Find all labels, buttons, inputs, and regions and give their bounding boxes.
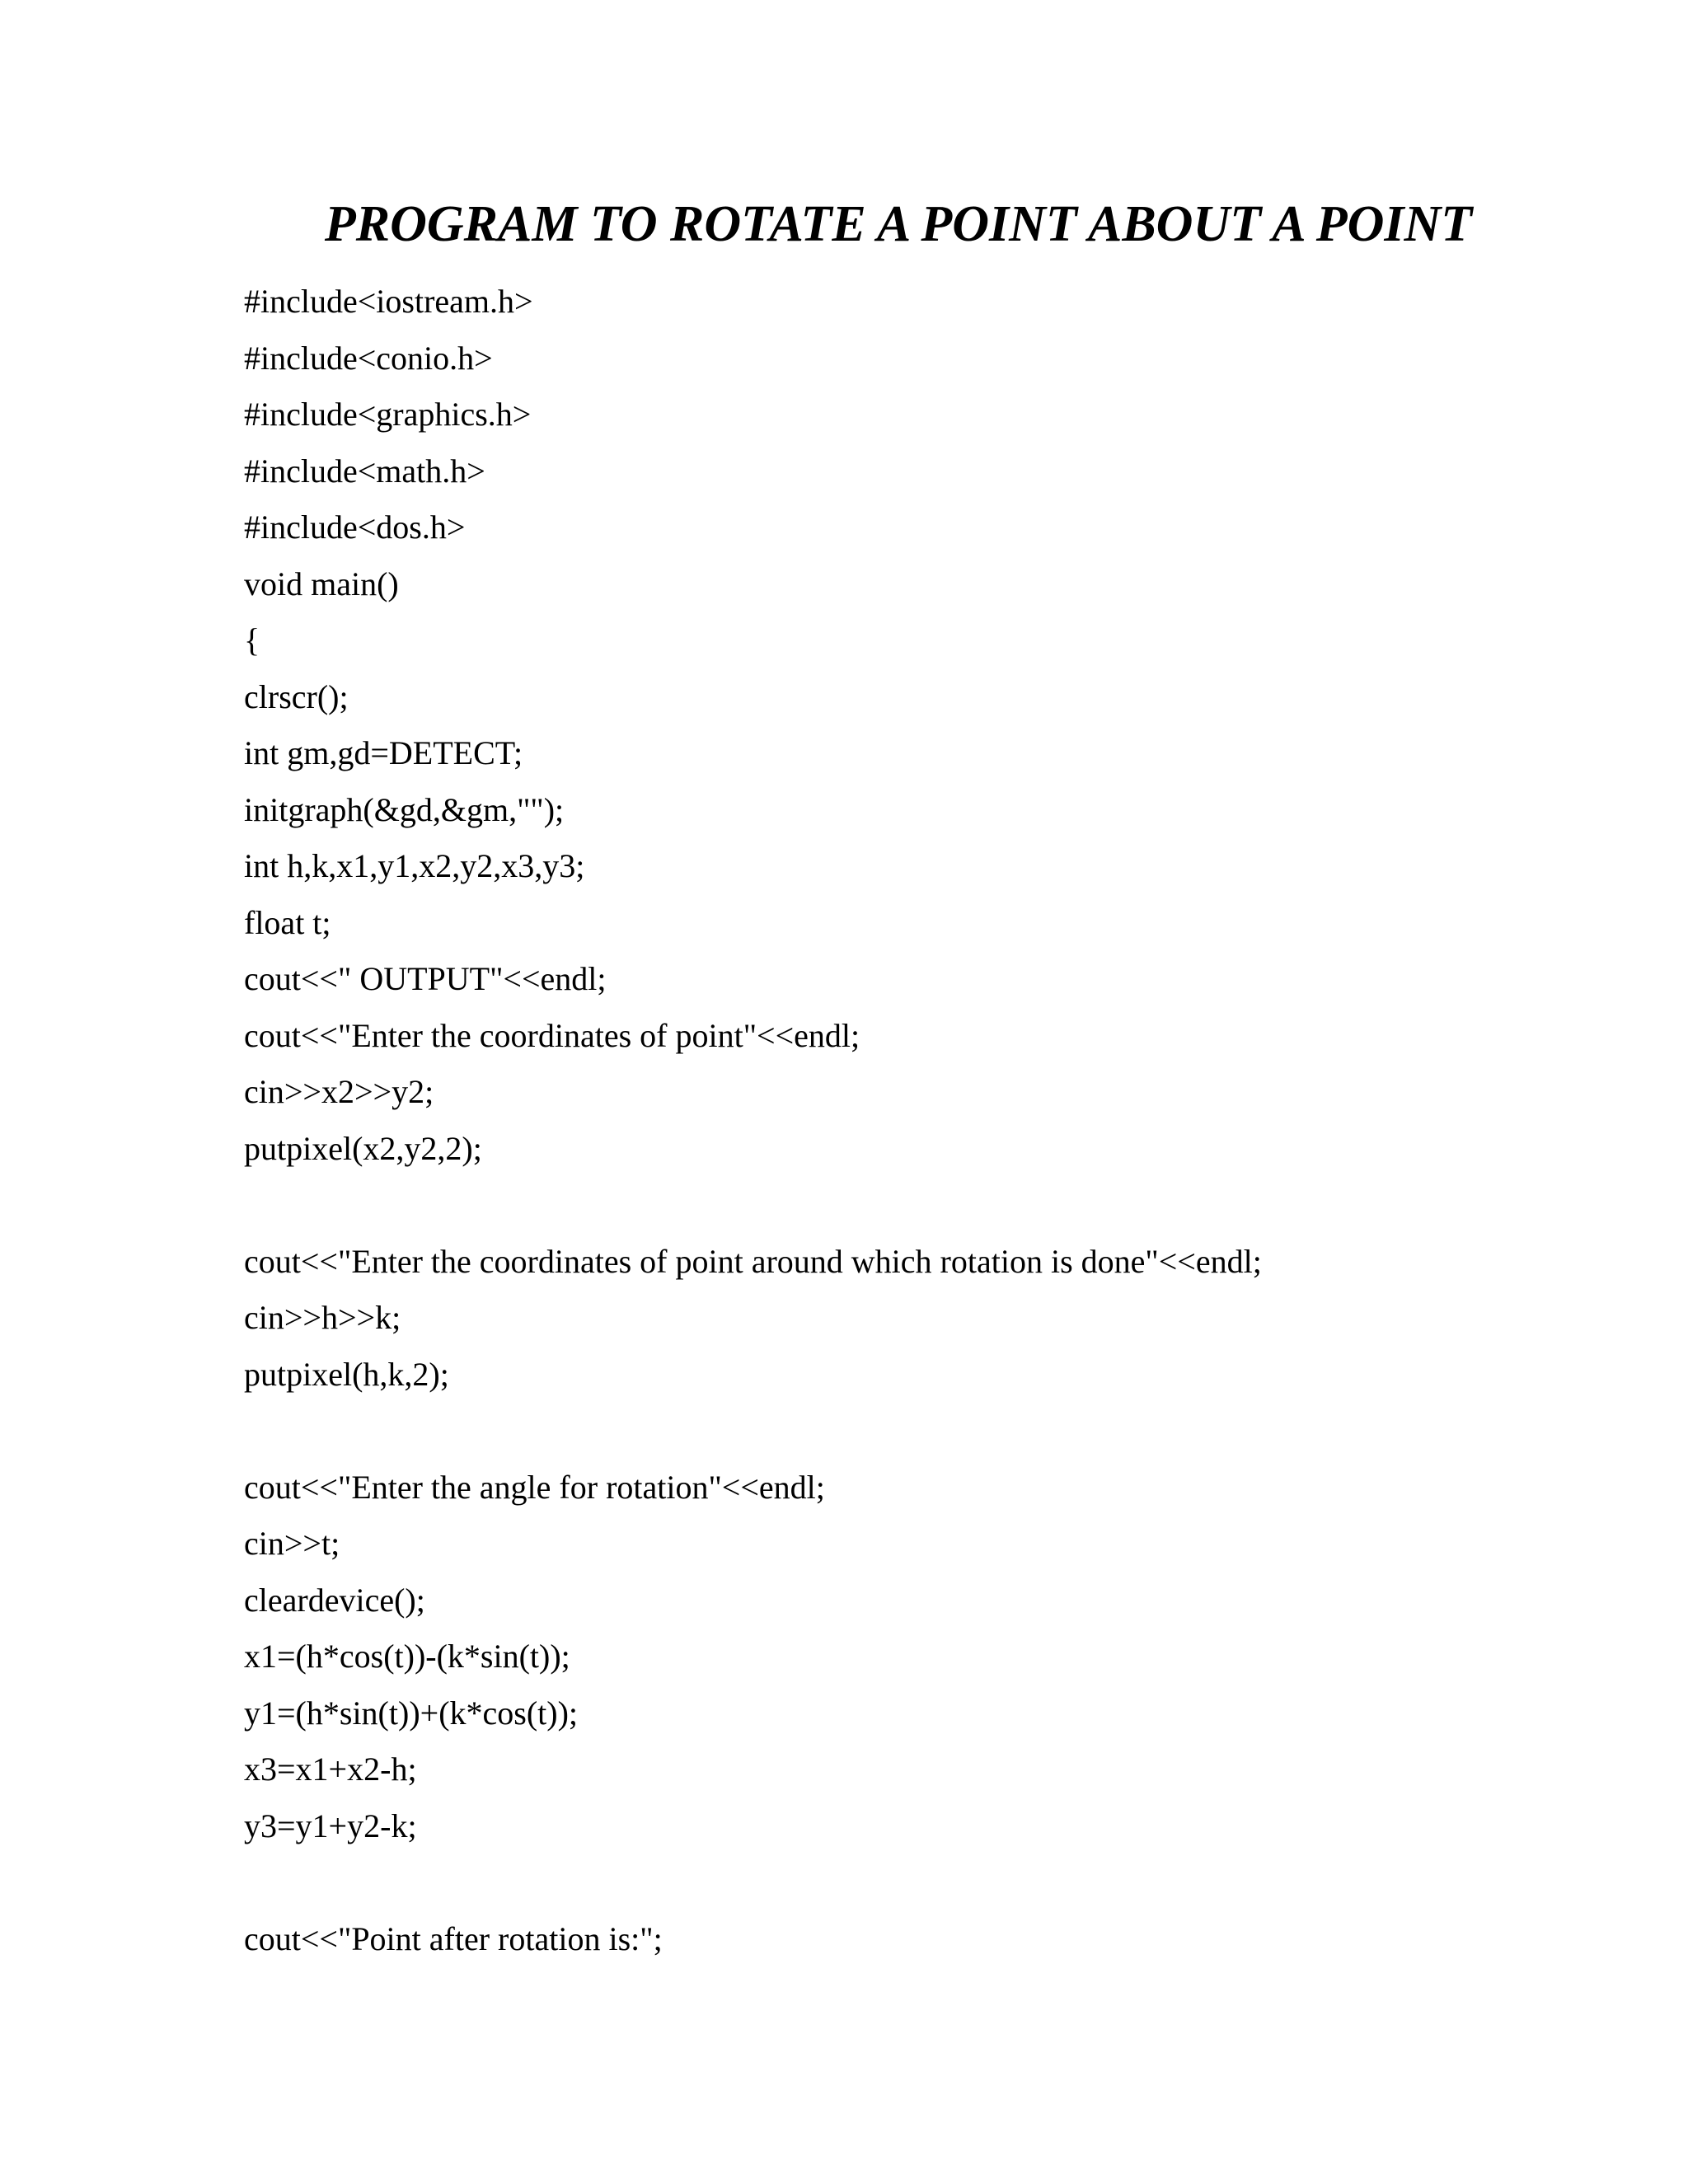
- code-line: cout<<"Enter the angle for rotation"<<endl;: [244, 1468, 825, 1506]
- code-line: cout<<" OUTPUT"<<endl;: [244, 960, 607, 997]
- code-line: void main(): [244, 565, 399, 602]
- code-line: y3=y1+y2-k;: [244, 1807, 417, 1844]
- code-line: cin>>x2>>y2;: [244, 1073, 434, 1110]
- code-line: x3=x1+x2-h;: [244, 1750, 417, 1788]
- code-line: putpixel(x2,y2,2);: [244, 1129, 482, 1167]
- code-line: cin>>h>>k;: [244, 1299, 401, 1336]
- code-line: #include<math.h>: [244, 452, 485, 490]
- code-line: {: [244, 621, 260, 658]
- code-line: #include<dos.h>: [244, 509, 466, 546]
- code-line: #include<graphics.h>: [244, 396, 532, 433]
- code-line: #include<conio.h>: [244, 339, 493, 377]
- code-line: int gm,gd=DETECT;: [244, 734, 523, 771]
- code-line: float t;: [244, 903, 331, 941]
- blank-line: [244, 1854, 1645, 1911]
- code-line: cout<<"Enter the coordinates of point"<<endl;: [244, 1016, 860, 1054]
- code-line: clrscr();: [244, 677, 349, 715]
- page-title: PROGRAM TO ROTATE A POINT ABOUT A POINT: [324, 196, 1473, 252]
- code-listing: [244, 274, 1645, 1967]
- code-line: x1=(h*cos(t))-(k*sin(t));: [244, 1638, 570, 1675]
- code-line: cout<<"Enter the coordinates of point around which rotation is done"<<endl;: [244, 1242, 1262, 1280]
- code-line: cleardevice();: [244, 1581, 425, 1619]
- code-line: putpixel(h,k,2);: [244, 1355, 449, 1393]
- blank-line: [244, 1177, 1645, 1234]
- code-line: cout<<"Point after rotation is:";: [244, 1919, 663, 1957]
- code-line: int h,k,x1,y1,x2,y2,x3,y3;: [244, 847, 585, 884]
- code-line: y1=(h*sin(t))+(k*cos(t));: [244, 1694, 579, 1732]
- blank-line: [244, 1403, 1645, 1460]
- code-line: cin>>t;: [244, 1525, 340, 1562]
- code-line: initgraph(&gd,&gm,"");: [244, 790, 565, 828]
- code-line: #include<iostream.h>: [244, 283, 533, 320]
